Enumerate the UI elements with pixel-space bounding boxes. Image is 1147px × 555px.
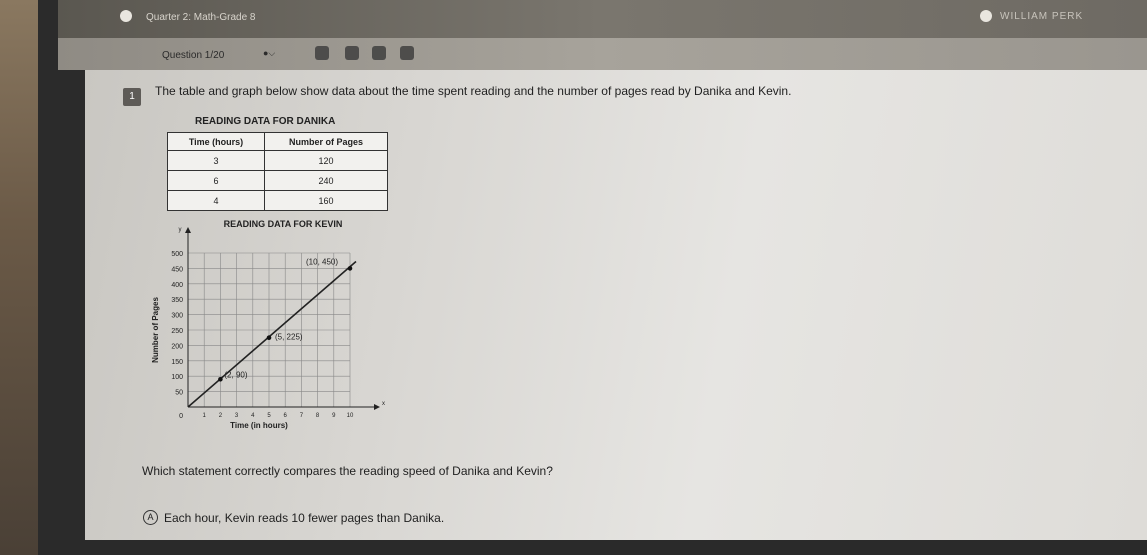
user-menu[interactable]	[980, 10, 1083, 22]
question-number: 1	[123, 88, 141, 106]
table-row	[168, 191, 388, 211]
y-tick-label: 100	[171, 374, 183, 382]
y-tick-label: 450	[171, 266, 183, 274]
table-cell: 3	[168, 151, 265, 171]
y-tick-label: 250	[171, 328, 183, 335]
y-tick-label: 300	[171, 312, 183, 320]
user-name: WILLIAM PERK	[1000, 10, 1084, 22]
y-axis-label: Number of Pages	[151, 297, 160, 363]
question-counter: Question 1/20	[162, 50, 225, 61]
x-tick-label: 10	[346, 413, 354, 419]
y-axis-letter: y	[178, 227, 182, 233]
data-label: (5, 225)	[275, 332, 303, 342]
table-cell: 4	[168, 191, 265, 211]
x-axis-letter: x	[382, 401, 385, 407]
bottom-bezel	[38, 540, 1147, 555]
data-point	[218, 377, 223, 382]
option-a[interactable]	[143, 510, 444, 525]
x-tick-label: 4	[251, 413, 255, 419]
y-tick-label: 500	[171, 251, 183, 258]
statement: Which statement correctly compares the reading speed of Danika and Kevin?	[142, 464, 553, 478]
x-tick-label: 8	[315, 413, 320, 419]
data-label: (2, 90)	[224, 370, 248, 380]
x-tick-label: 7	[299, 413, 304, 419]
x-tick-label: 2	[218, 413, 223, 419]
x-tick-label: 1	[202, 413, 206, 419]
notepad-icon[interactable]	[345, 46, 359, 60]
data-label: (10, 450)	[306, 257, 339, 267]
danika-table	[167, 132, 388, 211]
flag-icon[interactable]	[315, 46, 329, 60]
question-prompt: The table and graph below show data about the time spent reading and the number of pages read by Danika and Kevin.	[155, 84, 792, 98]
highlighter-icon[interactable]	[400, 46, 414, 60]
question-dropdown-icon[interactable]: ●⌵	[263, 48, 276, 58]
option-a-letter: A	[143, 510, 158, 525]
y-tick-label: 400	[171, 281, 183, 289]
x-axis-arrow	[374, 404, 380, 410]
table-cell: 120	[265, 151, 388, 171]
table-cell: 240	[265, 171, 388, 191]
y-tick-label: 50	[175, 389, 183, 397]
zoom-icon[interactable]	[372, 46, 386, 60]
y-tick-label: 200	[171, 343, 183, 351]
table-row	[168, 171, 388, 191]
user-icon	[980, 10, 992, 22]
table-cell: 6	[168, 171, 265, 191]
x-tick-label: 3	[234, 413, 239, 419]
app-icon	[120, 10, 132, 22]
y-tick-label: 350	[171, 297, 183, 305]
origin-label: 0	[179, 413, 183, 420]
x-axis-label: Time (in hours)	[230, 421, 288, 430]
data-point	[348, 266, 353, 271]
table-row	[168, 151, 388, 171]
y-tick-label: 150	[171, 358, 183, 366]
graph-title: READING DATA FOR KEVIN	[223, 219, 343, 229]
app-title: Quarter 2: Math-Grade 8	[146, 12, 256, 23]
series-line	[188, 261, 356, 407]
kevin-graph	[140, 227, 385, 437]
table-header: Time (hours)	[168, 133, 265, 151]
x-tick-label: 5	[267, 413, 271, 419]
data-point	[267, 335, 272, 340]
table-cell: 160	[265, 191, 388, 211]
option-a-text: Each hour, Kevin reads 10 fewer pages than Danika.	[164, 510, 445, 525]
table-header: Number of Pages	[265, 133, 388, 151]
x-tick-label: 9	[332, 413, 336, 419]
table-title: READING DATA FOR DANIKA	[195, 116, 336, 127]
x-tick-label: 6	[283, 413, 287, 419]
